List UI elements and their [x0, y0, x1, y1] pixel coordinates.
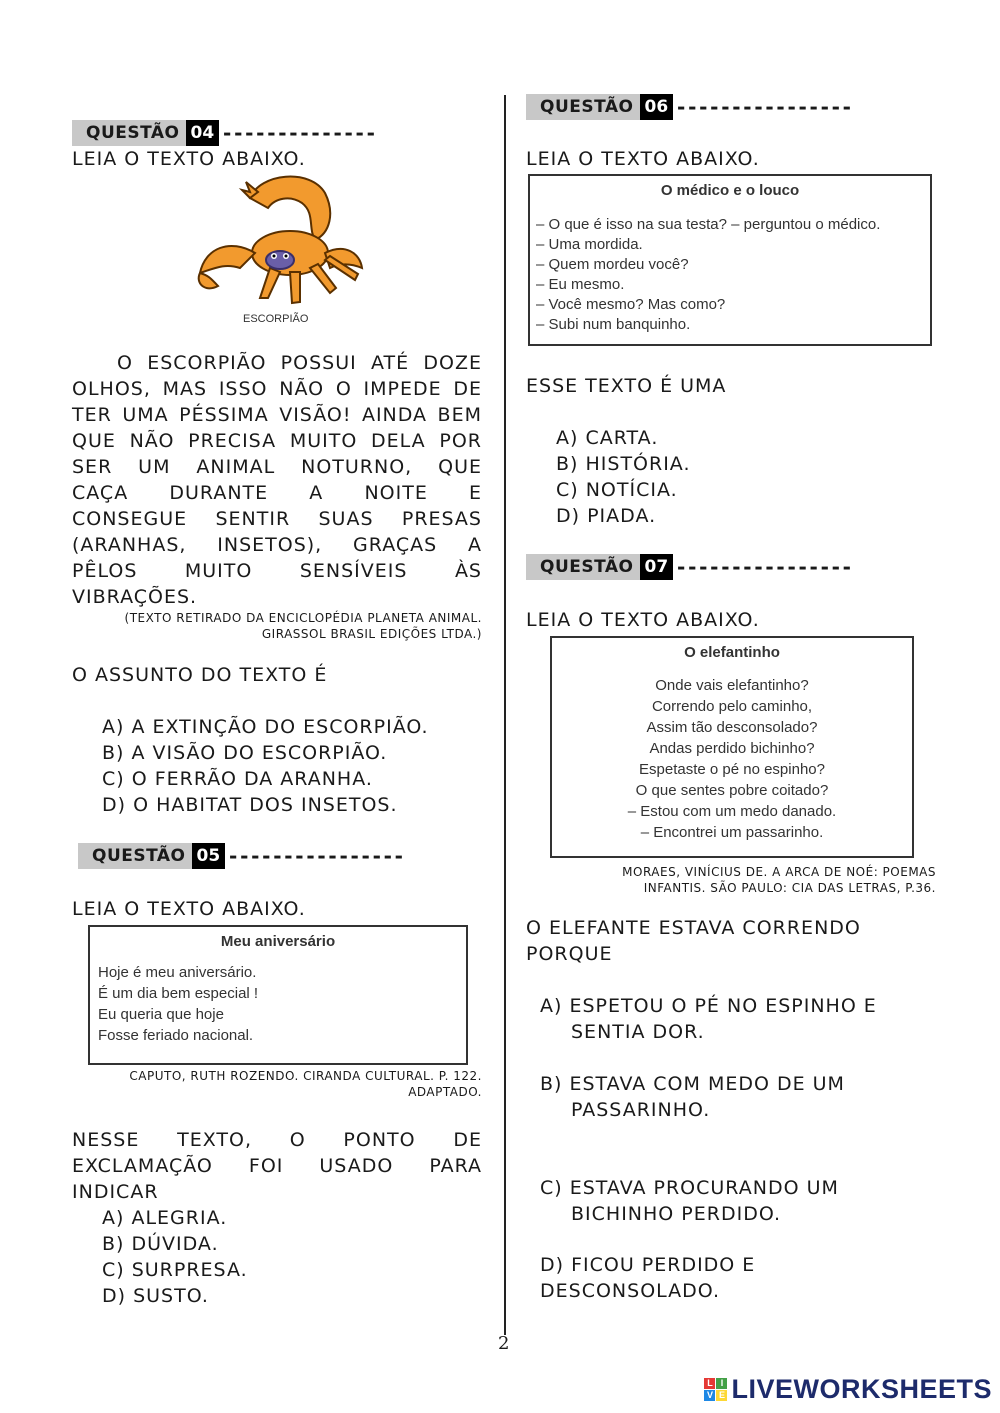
q04-dashes: --------------: [221, 121, 376, 145]
q05-box-title: Meu aniversário: [220, 933, 336, 950]
logo-tile: L: [704, 1378, 715, 1389]
q05-question-line: INDICAR: [72, 1181, 159, 1203]
q05-question: [72, 1127, 482, 1205]
q07-box-line: Onde vais elefantinho?: [655, 677, 809, 694]
q07-box-line: Assim tão desconsolado?: [646, 719, 818, 736]
q07-option-b-line: PASSARINHO.: [571, 1099, 711, 1121]
q07-option-d[interactable]: [540, 1252, 755, 1304]
q04-option-a[interactable]: A) A EXTINÇÃO DO ESCORPIÃO.: [102, 716, 429, 738]
q05-box-line: Eu queria que hoje: [98, 1006, 224, 1023]
q07-box-line: Correndo pelo caminho,: [651, 698, 813, 715]
q07-dashes: ----------------: [675, 555, 852, 579]
q07-source: [526, 864, 936, 896]
q07-header: [526, 554, 852, 580]
q06-box-line: – Eu mesmo.: [536, 276, 625, 293]
liveworksheets-logo[interactable]: [704, 1374, 992, 1405]
q07-option-d-line: D) FICOU PERDIDO E: [540, 1254, 756, 1276]
q04-number: 04: [186, 120, 220, 146]
q04-paragraph-line: QUE NÃO PRECISA MUITO DELA POR: [72, 430, 482, 452]
q05-box-line: É um dia bem especial !: [98, 985, 259, 1002]
q06-options: [556, 425, 691, 529]
q07-box-line: – Estou com um medo danado.: [627, 803, 837, 820]
q07-option-c[interactable]: [540, 1175, 839, 1227]
q07-option-c-line: BICHINHO PERDIDO.: [571, 1203, 782, 1225]
q05-header: [78, 843, 404, 869]
q07-option-d-line: DESCONSOLADO.: [540, 1280, 721, 1302]
q05-box-line: Fosse feriado nacional.: [98, 1027, 254, 1044]
q06-instruction: LEIA O TEXTO ABAIXO.: [526, 148, 760, 170]
q04-option-c[interactable]: C) O FERRÃO DA ARANHA.: [102, 768, 373, 790]
q04-paragraph-line: CONSEGUE SENTIR SUAS PRESAS: [72, 508, 482, 530]
q05-box-line: Hoje é meu aniversário.: [98, 964, 257, 981]
q05-dashes: ----------------: [227, 844, 404, 868]
logo-tile: V: [704, 1390, 715, 1401]
q06-question: ESSE TEXTO É UMA: [526, 375, 727, 397]
q06-label: QUESTÃO: [526, 94, 640, 120]
q04-source: [72, 610, 482, 642]
q07-instruction: LEIA O TEXTO ABAIXO.: [526, 609, 760, 631]
logo-text: LIVEWORKSHEETS: [731, 1374, 992, 1404]
q04-paragraph-line: SER UM ANIMAL NOTURNO, QUE: [72, 456, 482, 478]
q05-label: QUESTÃO: [78, 843, 192, 869]
q05-instruction: LEIA O TEXTO ABAIXO.: [72, 898, 306, 920]
q07-box-line: Espetaste o pé no espinho?: [639, 761, 825, 778]
q07-question-line: PORQUE: [526, 943, 613, 965]
logo-tiles-icon: [704, 1378, 727, 1401]
q04-instruction: LEIA O TEXTO ABAIXO.: [72, 148, 306, 170]
page-number: 2: [498, 1333, 510, 1354]
q05-option-d[interactable]: D) SUSTO.: [102, 1285, 209, 1307]
q05-source-line: ADAPTADO.: [408, 1085, 482, 1099]
q04-source-line: (TEXTO RETIRADO DA ENCICLOPÉDIA PLANETA ANIMAL.: [124, 611, 482, 625]
q06-box-line: – Quem mordeu você?: [536, 256, 689, 273]
q04-paragraph-line: VIBRAÇÕES.: [72, 586, 198, 608]
q04-label: QUESTÃO: [72, 120, 186, 146]
q06-dashes: ----------------: [675, 95, 852, 119]
q05-question-line: NESSE TEXTO, O PONTO DE: [72, 1129, 482, 1151]
q04-source-line: GIRASSOL BRASIL EDIÇÕES LTDA.): [261, 627, 482, 641]
q06-number: 06: [640, 94, 674, 120]
q05-text-box: [88, 925, 468, 1065]
q04-paragraph-line: O ESCORPIÃO POSSUI ATÉ DOZE: [117, 352, 482, 374]
q07-label: QUESTÃO: [526, 554, 640, 580]
q07-option-b[interactable]: [540, 1071, 845, 1123]
q05-option-c[interactable]: C) SURPRESA.: [102, 1259, 248, 1281]
q04-options: [102, 714, 429, 818]
q07-box-line: Andas perdido bichinho?: [649, 740, 815, 757]
q04-option-b[interactable]: B) A VISÃO DO ESCORPIÃO.: [102, 742, 388, 764]
q07-source-line: INFANTIS. SÃO PAULO: CIA DAS LETRAS, P.36.: [643, 881, 936, 895]
q07-box-line: – Encontrei um passarinho.: [640, 824, 824, 841]
q07-question-line: O ELEFANTE ESTAVA CORRENDO: [526, 917, 861, 939]
q06-box-title: O médico e o louco: [660, 182, 800, 199]
q07-text-box: [550, 636, 914, 858]
q07-box-line: O que sentes pobre coitado?: [635, 782, 829, 799]
q04-question: O ASSUNTO DO TEXTO É: [72, 664, 328, 686]
q06-text-box: [528, 174, 932, 346]
q04-paragraph-line: (ARANHAS, INSETOS), GRAÇAS A: [72, 534, 482, 556]
q06-box-line: – Uma mordida.: [536, 236, 643, 253]
scorpion-caption: ESCORPIÃO: [243, 313, 309, 325]
q07-number: 07: [640, 554, 674, 580]
q07-option-a[interactable]: [540, 993, 877, 1045]
q07-option-b-line: B) ESTAVA COM MEDO DE UM: [540, 1073, 845, 1095]
q06-option-a[interactable]: A) CARTA.: [556, 427, 659, 449]
q05-option-a[interactable]: A) ALEGRIA.: [102, 1207, 228, 1229]
q04-paragraph-line: TER UMA PÉSSIMA VISÃO! AINDA BEM: [72, 404, 482, 426]
q07-box-title: O elefantinho: [684, 644, 780, 661]
q05-source: [72, 1068, 482, 1100]
q04-paragraph-line: PÊLOS MUITO SENSÍVEIS ÀS: [72, 560, 482, 582]
logo-tile: E: [716, 1390, 727, 1401]
q06-header: [526, 94, 852, 120]
q05-option-b[interactable]: B) DÚVIDA.: [102, 1233, 219, 1255]
q06-option-b[interactable]: B) HISTÓRIA.: [556, 453, 691, 475]
q04-paragraph: [72, 350, 482, 610]
q06-option-c[interactable]: C) NOTÍCIA.: [556, 479, 678, 501]
q07-question: [526, 915, 861, 967]
q05-options: [102, 1205, 248, 1309]
q06-box-line: – O que é isso na sua testa? – perguntou o médico.: [536, 216, 881, 233]
q07-option-a-line: SENTIA DOR.: [571, 1021, 705, 1043]
q04-header: [72, 120, 376, 146]
q04-paragraph-line: OLHOS, MAS ISSO NÃO O IMPEDE DE: [72, 378, 482, 400]
q05-number: 05: [192, 843, 226, 869]
q07-option-c-line: C) ESTAVA PROCURANDO UM: [540, 1177, 839, 1199]
column-divider: [504, 95, 506, 1335]
q07-source-line: MORAES, VINÍCIUS DE. A ARCA DE NOÉ: POEMAS: [622, 865, 936, 879]
scorpion-image: [190, 168, 370, 308]
q07-option-a-line: A) ESPETOU O PÉ NO ESPINHO E: [540, 995, 877, 1017]
q05-question-line: EXCLAMAÇÃO FOI USADO PARA: [72, 1155, 482, 1177]
q06-box-line: – Subi num banquinho.: [536, 316, 691, 333]
q06-option-d[interactable]: D) PIADA.: [556, 505, 657, 527]
q06-box-line: – Você mesmo? Mas como?: [536, 296, 726, 313]
logo-tile: I: [716, 1378, 727, 1389]
q05-source-line: CAPUTO, RUTH ROZENDO. CIRANDA CULTURAL. P. 122.: [129, 1069, 482, 1083]
q04-paragraph-line: CAÇA DURANTE A NOITE E: [72, 482, 482, 504]
q04-option-d[interactable]: D) O HABITAT DOS INSETOS.: [102, 794, 398, 816]
